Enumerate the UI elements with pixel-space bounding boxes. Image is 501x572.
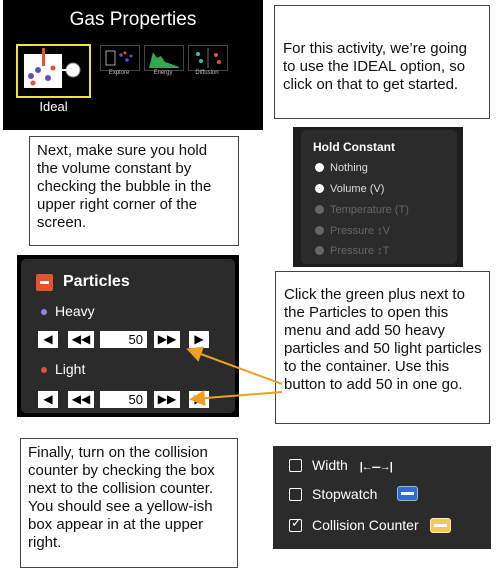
width-label: Width bbox=[312, 457, 348, 473]
fast-forward-icon: ▶▶ bbox=[157, 332, 177, 346]
energy-label[interactable]: Energy bbox=[153, 70, 173, 76]
fast-rewind-icon: ◀◀ bbox=[71, 392, 91, 406]
width-option[interactable] bbox=[289, 457, 392, 473]
callout-volume-text: Next, make sure you hold the volume constant by checking the bubble in the upper right corner of the screen. bbox=[37, 142, 212, 231]
callout-particles-text: Click the green plus next to the Particles to open this menu and add 50 heavy particles and 50 light particles to the container. Use this button to add 50 in one go. bbox=[284, 286, 482, 393]
radio-label: Pressure ↕V bbox=[330, 225, 390, 237]
particles-title: Particles bbox=[63, 273, 130, 290]
play-left-icon: ◀ bbox=[43, 332, 53, 346]
light-label: Light bbox=[55, 361, 86, 377]
play-left-icon: ◀ bbox=[43, 392, 53, 406]
radio-label: Nothing bbox=[330, 162, 368, 174]
width-ruler-icon: |←---→| bbox=[359, 461, 392, 473]
heavy-label: Heavy bbox=[55, 303, 95, 319]
app-title: Gas Properties bbox=[69, 9, 197, 30]
fast-rewind-icon: ◀◀ bbox=[71, 332, 91, 346]
stopwatch-option[interactable] bbox=[289, 486, 377, 502]
play-right-icon: ▶ bbox=[194, 332, 204, 346]
hold-constant-title: Hold Constant bbox=[313, 140, 395, 154]
diffusion-label[interactable]: Diffusion bbox=[195, 70, 219, 76]
heavy-count-field[interactable]: 50 bbox=[100, 331, 147, 348]
radio-label: Volume (V) bbox=[330, 183, 385, 195]
radio-label: Temperature (T) bbox=[330, 204, 409, 216]
collision-counter-icon bbox=[430, 518, 451, 533]
checkmark-icon: ✓ bbox=[291, 515, 302, 530]
arrow-to-light-fast-forward bbox=[193, 392, 282, 399]
fast-forward-icon: ▶▶ bbox=[157, 392, 177, 406]
radio-label: Pressure ↕T bbox=[330, 245, 390, 257]
stopwatch-icon bbox=[397, 486, 418, 501]
stopwatch-checkbox[interactable] bbox=[289, 488, 302, 501]
arrow-to-heavy-fast-forward bbox=[190, 350, 282, 384]
tools-checkbox-panel bbox=[273, 446, 491, 549]
stopwatch-label: Stopwatch bbox=[312, 486, 378, 502]
collision-counter-checkbox[interactable] bbox=[289, 515, 302, 532]
callout-ideal-text: For this activity, we’re going to use the IDEAL option, so click on that to get started. bbox=[283, 40, 467, 93]
explore-label[interactable]: Explore bbox=[108, 70, 130, 76]
callout-collision bbox=[20, 438, 238, 568]
ideal-label[interactable]: Ideal bbox=[39, 99, 68, 114]
collision-counter-option[interactable] bbox=[289, 517, 419, 533]
collision-counter-label: Collision Counter bbox=[312, 517, 419, 533]
callout-collision-text: Finally, turn on the collision counter by checking the box next to the collision counter. You should see a yellow-ish box appear in at the upper right. bbox=[28, 444, 215, 551]
light-count-field[interactable]: 50 bbox=[100, 391, 147, 408]
width-checkbox[interactable] bbox=[289, 459, 302, 472]
